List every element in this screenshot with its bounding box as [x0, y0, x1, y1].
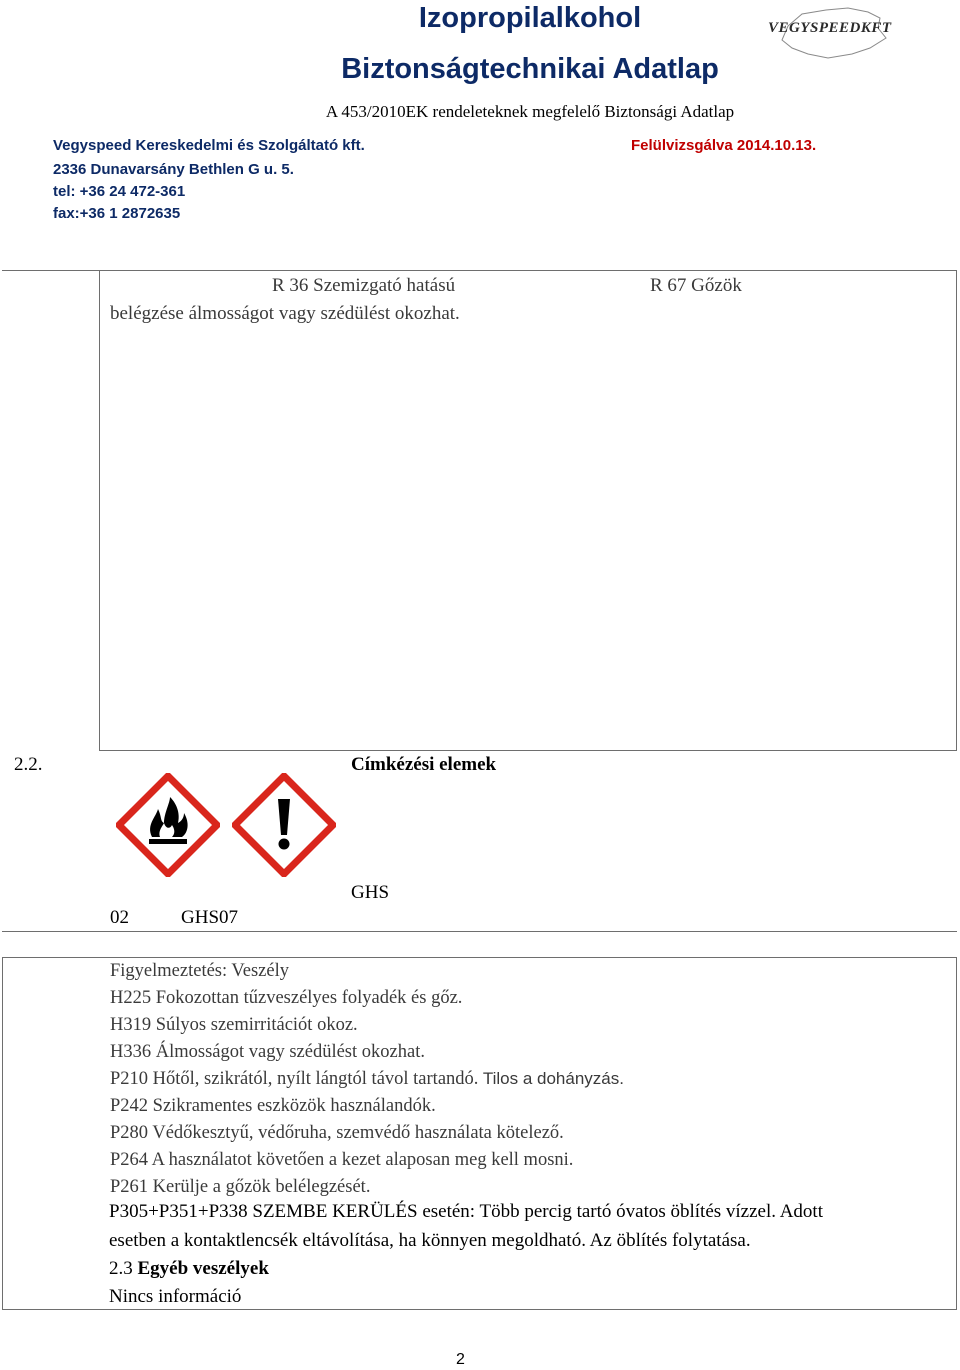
- r67-phrase: R 67 Gőzök: [650, 275, 742, 296]
- p242-statement: P242 Szikramentes eszközök használandók.: [110, 1096, 436, 1116]
- product-name: Izopropilalkohol: [418, 2, 642, 34]
- r36-line1: R 36 Szemizgató hatású: [272, 275, 456, 296]
- flame-icon: [116, 773, 220, 877]
- h225-statement: H225 Fokozottan tűzveszélyes folyadék és gőz.: [110, 988, 463, 1008]
- signal-word: Figyelmeztetés: Veszély: [110, 961, 289, 981]
- p210-text: P210 Hőtől, szikrától, nyílt lángtól távol tartandó.: [110, 1069, 479, 1089]
- p210-statement: [110, 1069, 624, 1090]
- company-address: 2336 Dunavarsány Bethlen G u. 5.: [53, 161, 294, 178]
- section-title: Címkézési elemek: [351, 754, 497, 775]
- exclamation-icon: [232, 773, 336, 877]
- p264-statement: P264 A használatot követően a kezet alaposan meg kell mosni.: [110, 1150, 574, 1170]
- section-2-3-heading: [109, 1258, 269, 1280]
- company-fax: fax:+36 1 2872635: [53, 205, 181, 222]
- company-name: Vegyspeed Kereskedelmi és Szolgáltató kft.: [53, 137, 365, 154]
- p280-statement: P280 Védőkesztyű, védőruha, szemvédő használata kötelező.: [110, 1123, 564, 1143]
- section-number: 2.2.: [14, 754, 43, 775]
- r36-line2: belégzése álmosságot vagy szédülést okozhat.: [110, 303, 460, 324]
- company-phone: tel: +36 24 472-361: [53, 183, 186, 200]
- p210-no-smoking: Tilos a dohányzás.: [478, 1069, 624, 1088]
- section-2-3-title: Egyéb veszélyek: [137, 1258, 269, 1279]
- ghs-label: GHS: [351, 882, 390, 903]
- code-ghs07: GHS07: [181, 907, 239, 928]
- document-title: Biztonságtechnikai Adatlap: [341, 53, 719, 85]
- company-logo: [768, 4, 903, 64]
- code-02: 02: [110, 907, 129, 928]
- p305-line2: esetben a kontaktlencsék eltávolítása, ha könnyen megoldható. Az öblítés folytatása.: [109, 1230, 751, 1251]
- section-2-3-text: Nincs információ: [109, 1286, 242, 1307]
- p261-statement: P261 Kerülje a gőzök belélegzését.: [110, 1177, 371, 1197]
- logo-text: VEGYSPEEDKFT: [768, 20, 892, 36]
- regulation-subtitle: A 453/2010EK rendeleteknek megfelelő Biztonsági Adatlap: [325, 102, 735, 121]
- p305-line1: P305+P351+P338 SZEMBE KERÜLÉS esetén: Több percig tartó óvatos öblítés vízzel. Adott: [109, 1201, 823, 1222]
- revision-date: Felülvizsgálva 2014.10.13.: [631, 137, 817, 154]
- section-2-3-number: 2.3: [109, 1258, 138, 1279]
- h319-statement: H319 Súlyos szemirritációt okoz.: [110, 1015, 358, 1035]
- h336-statement: H336 Álmosságot vagy szédülést okozhat.: [110, 1042, 425, 1062]
- page-number: 2: [456, 1351, 465, 1368]
